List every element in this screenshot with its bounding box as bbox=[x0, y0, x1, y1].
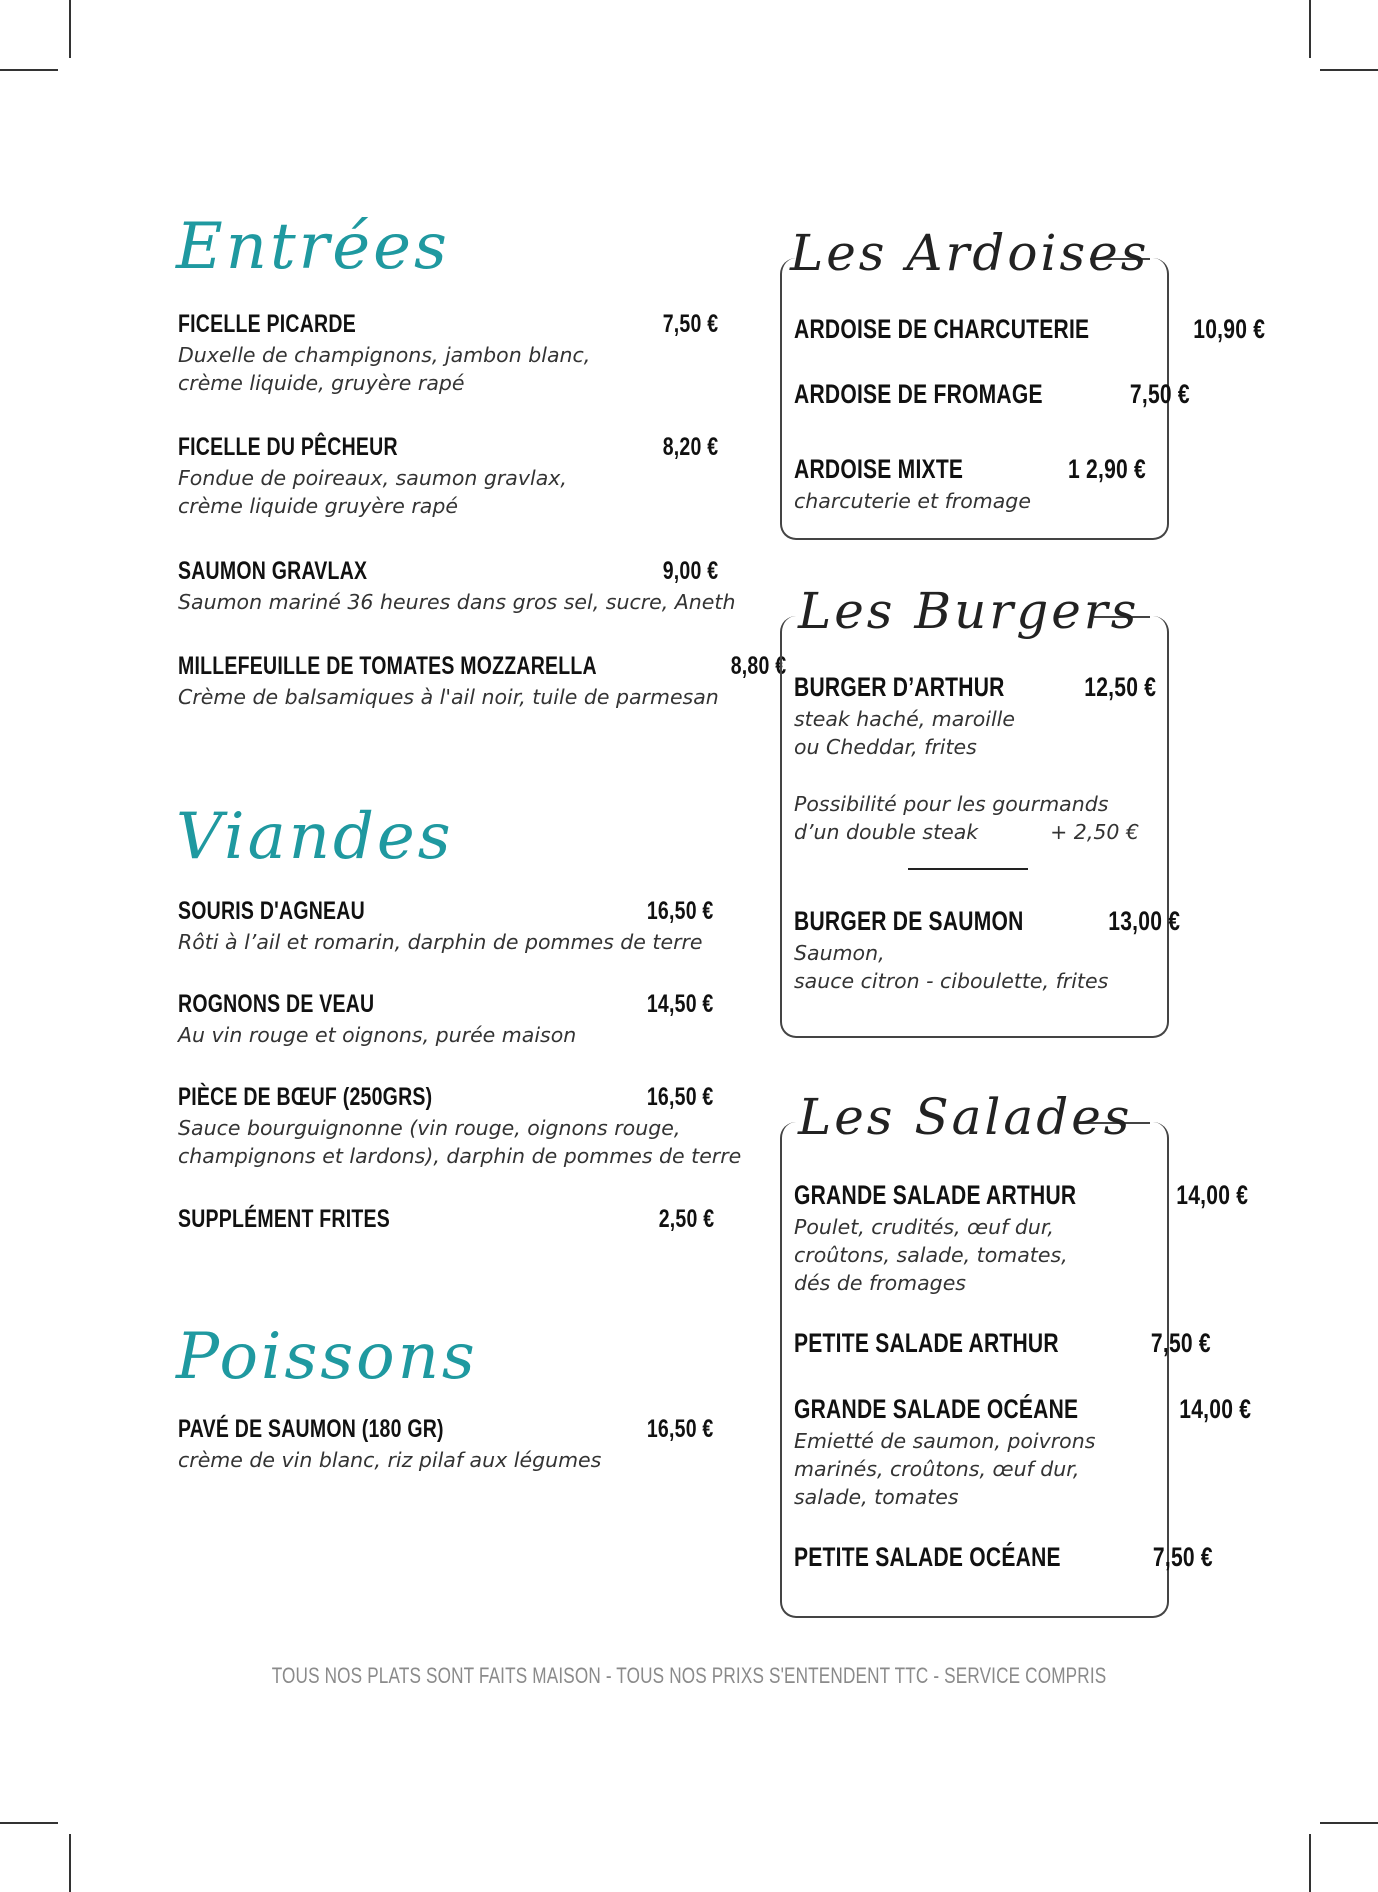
item-price: 9,00 € bbox=[662, 557, 718, 585]
item-price: 10,90 € bbox=[1192, 314, 1265, 344]
item-description: Duxelle de champignons, jambon blanc, crème liquide, gruyère rapé bbox=[178, 343, 591, 395]
menu-item bbox=[178, 1205, 714, 1234]
item-name: PETITE SALADE ARTHUR bbox=[794, 1328, 1059, 1358]
item-price: 14,50 € bbox=[647, 990, 714, 1018]
crop-mark bbox=[1309, 1834, 1311, 1892]
box-title-salades: Les Salades bbox=[798, 1088, 1133, 1146]
item-name: SUPPLÉMENT FRITES bbox=[178, 1205, 391, 1233]
extra-note bbox=[794, 790, 1139, 846]
item-price: 16,50 € bbox=[647, 1083, 714, 1111]
item-description: Saumon mariné 36 heures dans gros sel, sucre, Aneth bbox=[178, 590, 736, 614]
item-name: PAVÉ DE SAUMON (180 GR) bbox=[178, 1415, 444, 1443]
extra-note-line: Possibilité pour les gourmands bbox=[794, 792, 1109, 816]
footer-note: TOUS NOS PLATS SONT FAITS MAISON - TOUS NOS PRIXS S'ENTENDENT TTC - SERVICE COMPRIS bbox=[271, 1663, 1107, 1688]
crop-mark bbox=[0, 1822, 58, 1824]
item-price: 14,00 € bbox=[1176, 1180, 1249, 1210]
item-name: ARDOISE MIXTE bbox=[794, 454, 964, 484]
crop-mark bbox=[1320, 69, 1378, 71]
menu-item bbox=[794, 379, 1190, 410]
item-name: SOURIS D'AGNEAU bbox=[178, 897, 365, 925]
item-name: MILLEFEUILLE DE TOMATES MOZZARELLA bbox=[178, 652, 597, 680]
item-description: crème de vin blanc, riz pilaf aux légumes bbox=[178, 1448, 602, 1472]
menu-item bbox=[178, 1083, 742, 1170]
item-description: Fondue de poireaux, saumon gravlax, crème liquide gruyère rapé bbox=[178, 466, 567, 518]
crop-mark bbox=[0, 69, 58, 71]
section-title-viandes: Viandes bbox=[176, 800, 454, 874]
menu-item bbox=[794, 1394, 1251, 1511]
item-description: Crème de balsamiques à l'ail noir, tuile de parmesan bbox=[178, 685, 719, 709]
item-name: FICELLE PICARDE bbox=[178, 310, 356, 338]
item-description: Au vin rouge et oignons, purée maison bbox=[178, 1023, 577, 1047]
item-name: GRANDE SALADE OCÉANE bbox=[794, 1394, 1079, 1424]
section-title-poissons: Poissons bbox=[176, 1320, 478, 1394]
section-title-entrees: Entrées bbox=[176, 210, 450, 284]
item-price: 14,00 € bbox=[1178, 1394, 1251, 1424]
item-price: 8,80 € bbox=[730, 652, 787, 680]
menu-item bbox=[178, 1415, 714, 1474]
item-name: BURGER DE SAUMON bbox=[794, 906, 1024, 936]
item-name: PETITE SALADE OCÉANE bbox=[794, 1542, 1061, 1572]
item-name: SAUMON GRAVLAX bbox=[178, 557, 368, 585]
menu-item bbox=[794, 314, 1265, 345]
item-name: ROGNONS DE VEAU bbox=[178, 990, 375, 1018]
extra-note-line: d’un double steak bbox=[794, 820, 979, 844]
box-title-ardoises: Les Ardoises bbox=[790, 224, 1150, 282]
item-price: 13,00 € bbox=[1108, 906, 1181, 936]
item-price: 7,50 € bbox=[1150, 1328, 1211, 1358]
item-description: Emietté de saumon, poivrons marinés, croûtons, œuf dur, salade, tomates bbox=[794, 1429, 1096, 1509]
item-name: PIÈCE DE BŒUF (250GRS) bbox=[178, 1083, 433, 1111]
item-description: Rôti à l’ail et romarin, darphin de pommes de terre bbox=[178, 930, 703, 954]
menu-item bbox=[794, 672, 1157, 761]
menu-item bbox=[178, 310, 718, 397]
item-price: 7,50 € bbox=[662, 310, 718, 338]
item-name: BURGER D’ARTHUR bbox=[794, 672, 1005, 702]
item-name: FICELLE DU PÊCHEUR bbox=[178, 433, 398, 461]
item-price: 2,50 € bbox=[658, 1205, 714, 1233]
menu-item bbox=[794, 1542, 1213, 1573]
item-price: 1 2,90 € bbox=[1068, 454, 1146, 484]
crop-mark bbox=[69, 1834, 71, 1892]
menu-item bbox=[794, 1328, 1211, 1359]
menu-item bbox=[794, 454, 1146, 515]
menu-item bbox=[178, 433, 718, 520]
box-title-burgers: Les Burgers bbox=[798, 582, 1140, 640]
item-description: steak haché, maroille ou Cheddar, frites bbox=[794, 707, 1015, 759]
menu-item bbox=[794, 906, 1181, 995]
item-price: 12,50 € bbox=[1084, 672, 1157, 702]
item-description: charcuterie et fromage bbox=[794, 489, 1031, 513]
item-name: GRANDE SALADE ARTHUR bbox=[794, 1180, 1077, 1210]
crop-mark bbox=[69, 0, 71, 58]
item-price: 8,20 € bbox=[662, 433, 718, 461]
menu-item bbox=[178, 557, 738, 616]
crop-mark bbox=[1320, 1822, 1378, 1824]
menu-item bbox=[178, 990, 714, 1049]
menu-item bbox=[178, 897, 714, 956]
item-description: Sauce bourguignonne (vin rouge, oignons rouge, champignons et lardons), darphin de pommes de terre bbox=[178, 1116, 742, 1168]
item-price: 16,50 € bbox=[647, 897, 714, 925]
crop-mark bbox=[1309, 0, 1311, 58]
extra-note-price: + 2,50 € bbox=[1050, 820, 1139, 844]
item-price: 7,50 € bbox=[1129, 379, 1190, 409]
item-description: Saumon, sauce citron - ciboulette, frites bbox=[794, 941, 1109, 993]
item-name: ARDOISE DE FROMAGE bbox=[794, 379, 1043, 409]
item-price: 16,50 € bbox=[647, 1415, 714, 1443]
item-name: ARDOISE DE CHARCUTERIE bbox=[794, 314, 1090, 344]
menu-item bbox=[178, 652, 787, 711]
menu-item bbox=[794, 1180, 1249, 1297]
item-price: 7,50 € bbox=[1152, 1542, 1213, 1572]
divider bbox=[908, 868, 1028, 870]
item-description: Poulet, crudités, œuf dur, croûtons, salade, tomates, dés de fromages bbox=[794, 1215, 1068, 1295]
